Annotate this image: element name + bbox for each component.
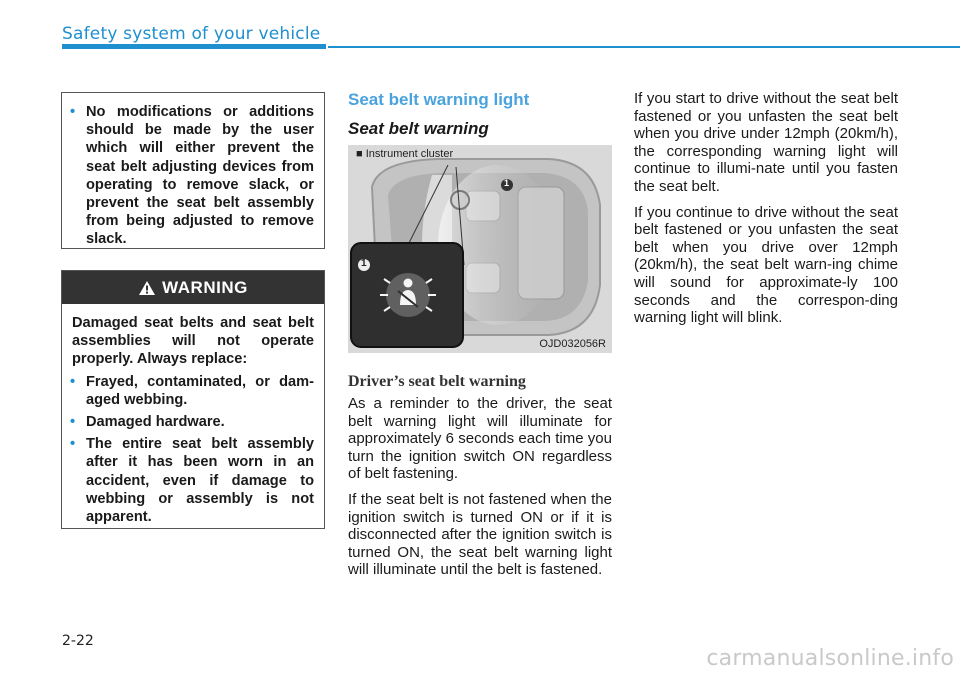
list-item: • The entire seat belt assembly after it has been worn in an accident, even if damage to webbing or assembly is not apparent. bbox=[70, 436, 314, 526]
right-column bbox=[634, 90, 898, 335]
list-item: • No modifications or additions should be made by the user which will either prevent the seat belt adjusting devices from operating to remove slack, or prevent the seat belt assembly from being adjusted to remove slack. bbox=[70, 104, 314, 248]
bullet-icon: • bbox=[70, 104, 76, 120]
figure-code: OJD032056R bbox=[539, 338, 606, 350]
driver-warning-heading: Driver’s seat belt warning bbox=[348, 373, 526, 390]
note-box bbox=[61, 92, 325, 249]
bullet-icon: • bbox=[70, 414, 76, 431]
paragraph: If you start to drive without the seat belt fastened or you unfasten the seat belt when you drive under 12mph (20km/h), the corresponding warning light will continue to illumi-nate until you fasten the seat belt. bbox=[634, 90, 898, 195]
list-item: • Damaged hardware. bbox=[70, 414, 225, 431]
page-number: 2-22 bbox=[62, 633, 94, 649]
paragraph: If the seat belt is not fastened when the ignition switch is turned ON or if it is disconnected after the ignition switch is turned ON, the seat belt warning light will illuminate until the belt is fastened. bbox=[348, 490, 612, 579]
warning-triangle-icon bbox=[138, 280, 156, 296]
warning-box bbox=[61, 270, 325, 529]
paragraph: As a reminder to the driver, the seat belt warning light will illuminate for approximately 6 seconds each time you turn the ignition switch ON regardless of belt fastening. bbox=[348, 395, 612, 483]
header-rule-thick bbox=[62, 44, 326, 49]
paragraph: If you continue to drive without the seat belt fastened or you unfasten the seat belt when you drive over 12mph (20km/h), the seat belt warn-ing chime will sound for approximate-ly 100 seconds and the correspon-ding warning light will blink. bbox=[634, 203, 898, 327]
warning-intro: Damaged seat belts and seat belt assemblies will not operate properly. Always replace: bbox=[72, 315, 314, 368]
bullet-icon: • bbox=[70, 436, 76, 453]
bullet-icon: • bbox=[70, 373, 76, 390]
instrument-cluster-figure bbox=[348, 145, 612, 353]
figure-caption: ■ Instrument cluster bbox=[356, 148, 454, 160]
callout-number-inset: 1 bbox=[361, 258, 367, 269]
callout-number: 1 bbox=[504, 178, 510, 188]
list-item: • Frayed, contaminated, or dam-aged webbing. bbox=[70, 373, 314, 408]
section-heading: Seat belt warning light bbox=[348, 90, 530, 109]
middle-column bbox=[348, 90, 612, 587]
section-title: Safety system of your vehicle bbox=[62, 24, 321, 44]
watermark: carmanualsonline.info bbox=[706, 646, 954, 671]
header-rule-thin bbox=[328, 46, 960, 48]
warning-title: WARNING bbox=[162, 277, 248, 297]
warning-header bbox=[62, 271, 324, 304]
car-interior-illustration bbox=[348, 145, 612, 353]
sub-heading: Seat belt warning bbox=[348, 119, 489, 138]
